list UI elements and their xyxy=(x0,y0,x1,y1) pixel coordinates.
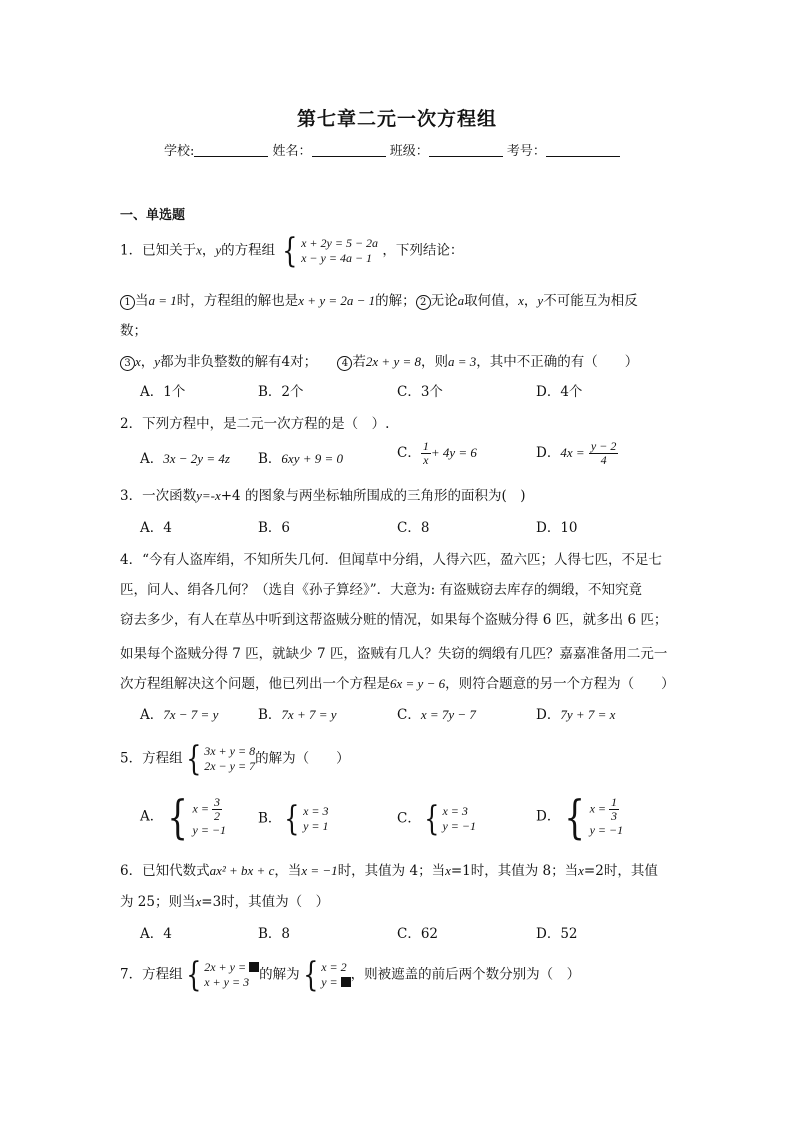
equation-system xyxy=(183,739,256,779)
var-x: x xyxy=(195,894,202,909)
q1-option-c[interactable]: C．3个 xyxy=(397,384,443,400)
fraction xyxy=(589,440,618,467)
q7-text: ，则被遮盖的前后两个数分别为（ ） xyxy=(350,966,581,983)
q2-option-c[interactable] xyxy=(397,440,477,467)
option-label: D． xyxy=(536,707,561,723)
school-blank[interactable] xyxy=(194,144,268,157)
q6-option-d[interactable]: D．52 xyxy=(536,926,578,942)
fraction-denominator: 3 xyxy=(611,809,618,823)
var-x: x xyxy=(135,354,141,369)
question-2-stem: 2．下列方程中，是二元一次方程的是（ ）. xyxy=(120,416,390,432)
option-label: B． xyxy=(258,810,282,827)
fraction xyxy=(212,796,222,823)
circled-1-icon: 1 xyxy=(120,295,135,310)
math-x-value: x = −1 xyxy=(301,863,338,878)
solution-system xyxy=(300,955,351,995)
brace-icon: { xyxy=(424,799,440,839)
q3-option-d[interactable]: D．10 xyxy=(536,520,578,536)
system-eq-2: 2x − y = 7 xyxy=(204,759,256,773)
var-y: y xyxy=(154,354,161,369)
q1-text: 的解； xyxy=(375,293,416,309)
q6-text: =3时，其值为（ ） xyxy=(201,894,330,910)
equation-system xyxy=(560,790,624,844)
equation-system xyxy=(183,955,260,995)
name-blank[interactable] xyxy=(312,144,386,157)
solution-y: y = −1 xyxy=(589,823,624,837)
option-label: C． xyxy=(397,445,421,461)
fraction-numerator: 3 xyxy=(213,795,220,809)
option-label: A． xyxy=(140,451,164,467)
number-blank[interactable] xyxy=(546,144,620,157)
option-label: A． xyxy=(140,808,164,825)
number-label: 考号： xyxy=(506,144,546,159)
q2-option-d[interactable] xyxy=(536,440,618,467)
q1-text: ，其中不正确的有（ ） xyxy=(476,354,639,370)
q1-text: 当 xyxy=(135,293,149,309)
q7-text: 7．方程组 xyxy=(120,966,183,983)
name-label: 姓名： xyxy=(272,144,312,159)
question-1-conclusions-2: 3 x，y都为非负整数的解有4对； 4 若2x + y = 8，则a = 3，其中不正确的有（ ） xyxy=(120,352,638,372)
brace-icon: { xyxy=(167,790,189,844)
question-3-stem xyxy=(120,486,525,506)
question-6-line-2 xyxy=(120,892,329,912)
q1-text: ， xyxy=(201,242,216,259)
option-label: B． xyxy=(258,451,282,467)
q3-option-a[interactable]: A．4 xyxy=(140,520,172,536)
q5-text: 5．方程组 xyxy=(120,750,183,767)
solution-x: x = xyxy=(192,801,209,816)
question-1-wrap: 数； xyxy=(120,323,147,339)
brace-icon: { xyxy=(564,790,586,844)
fraction-denominator: x xyxy=(423,453,429,467)
option-math: 7x − 7 = y xyxy=(163,707,219,722)
q4-text: 次方程组解决这个问题，他已列出一个方程是 xyxy=(120,676,390,692)
q1-text: 无论 xyxy=(430,293,458,309)
q6-option-c[interactable]: C．62 xyxy=(397,926,439,942)
covered-square-icon xyxy=(341,977,351,987)
math-a-eq-1: a = 1 xyxy=(148,293,177,308)
brace-icon: { xyxy=(282,231,298,271)
q6-text: 6．已知代数式 xyxy=(120,863,210,879)
q3-text: 3．一次函数 xyxy=(120,488,197,504)
solution-x: x = xyxy=(589,801,607,816)
option-label: C． xyxy=(397,707,421,723)
var-a: a xyxy=(457,293,465,308)
q4-option-b[interactable] xyxy=(258,705,337,725)
q6-option-b[interactable]: B．8 xyxy=(258,926,291,942)
q3-option-c[interactable]: C．8 xyxy=(397,520,430,536)
math-equation: 6x = y − 6 xyxy=(390,676,446,691)
q1-text: 1．已知关于 xyxy=(120,242,197,259)
fraction xyxy=(421,440,431,467)
fraction-numerator: 1 xyxy=(422,439,429,453)
question-4-line-1: 4．“今有人盗库绢，不知所失几何．但闻草中分绢，人得六匹，盈六匹；人得七匹，不足七 xyxy=(120,552,662,568)
solution-x: x = 2 xyxy=(321,960,347,974)
q1-text: 不可能互为相反 xyxy=(543,293,638,309)
q5-option-c[interactable] xyxy=(397,799,477,839)
brace-icon: { xyxy=(284,799,300,839)
system-eq-1: 3x + y = 8 xyxy=(204,744,256,758)
fraction-denominator: 4 xyxy=(600,453,607,467)
q6-text: =2时，其值 xyxy=(583,863,658,879)
q4-option-c[interactable] xyxy=(397,705,476,725)
math-x-plus-y: x + y = 2a − 1 xyxy=(298,293,376,308)
q1-text: ，下列结论： xyxy=(382,242,464,259)
covered-square-icon xyxy=(249,962,259,972)
question-4-line-5 xyxy=(120,674,675,694)
solution-y: y = −1 xyxy=(442,819,477,833)
var-x: x xyxy=(196,242,202,258)
option-math: + 4y = 6 xyxy=(430,445,477,460)
q4-option-d[interactable] xyxy=(536,705,615,725)
option-math: 7y + 7 = x xyxy=(560,707,616,722)
option-math: 6xy + 9 = 0 xyxy=(281,451,344,466)
equation-system xyxy=(279,231,379,271)
var-x: x xyxy=(445,863,451,878)
q6-option-a[interactable]: A．4 xyxy=(140,926,172,942)
q5-text: 的解为（ ） xyxy=(255,750,350,767)
option-math: 4x = xyxy=(560,445,585,460)
fraction-denominator: 2 xyxy=(213,809,220,823)
q5-option-a[interactable] xyxy=(140,790,227,844)
q1-text: 时，方程组的解也是 xyxy=(176,293,299,309)
question-7-stem xyxy=(120,955,581,995)
solution-x: x = 3 xyxy=(442,804,468,818)
solution-y: y = xyxy=(321,975,338,989)
class-label: 班级： xyxy=(389,144,429,159)
q1-text: 的方程组 xyxy=(221,242,276,259)
question-6-line-1 xyxy=(120,861,658,881)
solution-y: y = 1 xyxy=(303,819,329,833)
system-eq-2: x − y = 4a − 1 xyxy=(301,251,373,265)
math-2x-plus-y: 2x + y = 8 xyxy=(365,354,421,369)
brace-icon: { xyxy=(302,955,318,995)
q5-option-b[interactable] xyxy=(258,799,329,839)
option-math: 7x + 7 = y xyxy=(281,707,337,722)
question-1-conclusions-1: 1 当a = 1时，方程组的解也是x + y = 2a − 1的解； 2 无论a取何值，x，y不可能互为相反 xyxy=(120,291,638,311)
q3-option-b[interactable]: B．6 xyxy=(258,520,291,536)
q1-text: ，则 xyxy=(421,354,448,370)
math-a-eq-3: a = 3 xyxy=(448,354,477,369)
q7-text: 的解为 xyxy=(259,966,300,983)
q3-text: +4 的图象与两坐标轴所围成的三角形的面积为( ) xyxy=(220,488,526,504)
question-1-stem xyxy=(120,231,464,271)
q2-option-b[interactable] xyxy=(258,449,343,469)
q1-text: 若 xyxy=(352,354,366,370)
fraction-numerator: 1 xyxy=(611,795,618,809)
question-5-stem xyxy=(120,739,350,779)
q2-option-a[interactable] xyxy=(140,449,230,469)
q6-text: 时，其值为 4；当 xyxy=(337,863,446,879)
option-label: D． xyxy=(536,445,561,461)
option-math: x = 7y − 7 xyxy=(420,707,476,722)
q6-text: 为 25；则当 xyxy=(120,894,196,910)
var-x: x xyxy=(578,863,584,878)
system-eq-1: 2x + y = xyxy=(204,960,247,974)
student-info-line xyxy=(164,140,620,159)
section-heading: 一、单选题 xyxy=(120,208,186,223)
var-x: x xyxy=(518,293,524,308)
q1-option-b[interactable]: B．2个 xyxy=(258,384,304,400)
system-eq-2: x + y = 3 xyxy=(204,975,250,989)
fraction-numerator: y − 2 xyxy=(590,439,617,453)
q1-text: 取何值， xyxy=(464,293,519,309)
q4-option-a[interactable] xyxy=(140,705,218,725)
brace-icon: { xyxy=(185,739,201,779)
page-title: 第七章二元一次方程组 xyxy=(296,108,497,130)
q4-text: ，则符合题意的另一个方程为（ ） xyxy=(445,676,675,692)
option-label: C． xyxy=(397,810,421,827)
equation-system xyxy=(281,799,329,839)
school-label: 学校: xyxy=(164,144,195,159)
option-math: 3x − 2y = 4z xyxy=(163,451,230,466)
q1-option-d[interactable]: D．4个 xyxy=(536,384,583,400)
q6-text: =1时，其值为 8；当 xyxy=(450,863,579,879)
brace-icon: { xyxy=(185,955,201,995)
q6-text: ，当 xyxy=(274,863,302,879)
class-blank[interactable] xyxy=(429,144,503,157)
q1-text: 都为非负整数的解有4对； xyxy=(160,354,311,370)
q5-option-d[interactable] xyxy=(536,790,624,844)
solution-y: y = −1 xyxy=(192,823,227,837)
system-eq-1: x + 2y = 5 − 2a xyxy=(301,236,379,250)
question-4-line-3: 窃去多少，有人在草丛中听到这帮盗贼分赃的情况，如果每个盗贼分得 6 匹，就多出 6 匹； xyxy=(120,612,668,628)
option-label: A． xyxy=(140,707,164,723)
equation-system xyxy=(163,790,227,844)
q1-option-a[interactable]: A．1个 xyxy=(140,384,186,400)
fraction xyxy=(609,796,619,823)
question-4-line-2: 匹，问人、绢各几何？（选自《孙子算经》”．大意为: 有盗贼窃去库存的绸缎，不知究竟 xyxy=(120,582,642,598)
option-label: D． xyxy=(536,808,561,825)
math-function: y=-x xyxy=(196,488,221,503)
var-y: y xyxy=(215,242,222,258)
question-4-line-4: 如果每个盗贼分得 7 匹，就缺少 7 匹，盗贼有几人？失窃的绸缎有几匹？嘉嘉准备用二元一 xyxy=(120,646,668,662)
circled-2-icon: 2 xyxy=(416,295,431,310)
equation-system xyxy=(421,799,477,839)
math-polynomial: ax² + bx + c xyxy=(209,863,275,878)
solution-x: x = 3 xyxy=(303,804,329,818)
circled-3-icon: 3 xyxy=(120,356,135,371)
var-y: y xyxy=(537,293,544,308)
option-label: B． xyxy=(258,707,282,723)
circled-4-icon: 4 xyxy=(337,356,352,371)
